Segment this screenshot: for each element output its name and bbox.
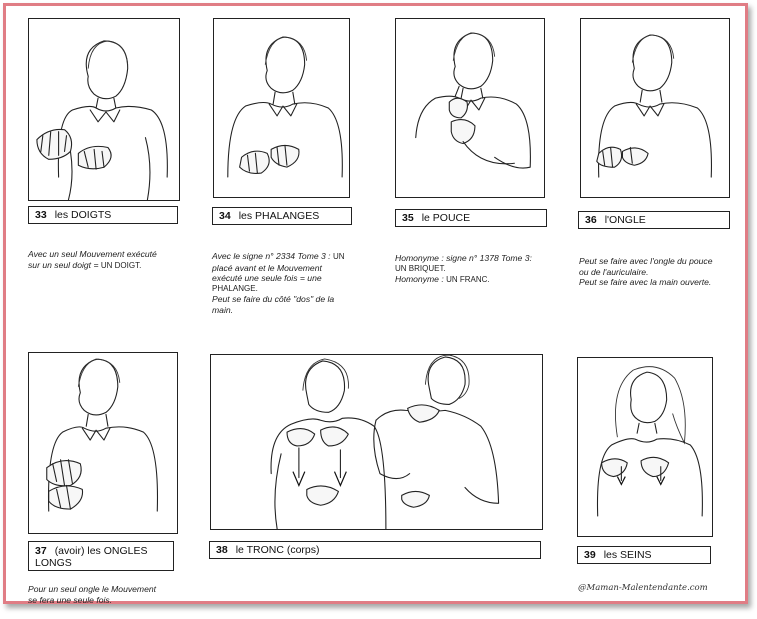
sign-37-illustration: [28, 352, 178, 534]
person-drawing: [214, 19, 349, 197]
sign-title: les PHALANGES: [238, 210, 320, 222]
sign-33-caption: [28, 206, 178, 224]
sign-title: les SEINS: [603, 549, 652, 561]
person-drawing: [396, 19, 544, 197]
description-line: [212, 251, 345, 263]
description-line: se fera une seule fois.: [28, 594, 113, 605]
sign-number: 39: [584, 549, 596, 561]
sign-39-caption: [577, 546, 711, 564]
sign-title-continued: LONGS: [35, 557, 72, 569]
description-line: ou de l'auriculaire.: [579, 266, 649, 277]
person-drawing: [581, 19, 729, 197]
sign-36-caption: [578, 211, 730, 229]
sign-36-description: [579, 256, 713, 288]
sign-number: 35: [402, 212, 414, 224]
sign-35-description: [395, 253, 532, 286]
sign-34-illustration: [213, 18, 350, 198]
description-line: Peut se faire du côté "dos" de la: [212, 294, 335, 305]
sign-39-illustration: [577, 357, 713, 537]
description-line: Homonyme : signe n° 1378 Tome 3:: [395, 253, 532, 263]
sign-37-caption: [28, 541, 174, 571]
sign-number: 33: [35, 209, 47, 221]
person-drawing: [29, 353, 177, 533]
description-term: UN DOIGT.: [100, 260, 142, 270]
description-term: UN: [332, 252, 345, 261]
description-text: sur un seul doigt =: [28, 259, 101, 270]
description-line: PHALANGE.: [212, 283, 258, 293]
description-text: Avec le signe n° 2334 Tome 3 :: [212, 251, 333, 261]
description-line: main.: [212, 304, 234, 315]
sign-number: 38: [216, 544, 228, 556]
sign-35-illustration: [395, 18, 545, 198]
people-drawing: [211, 355, 542, 529]
sign-35-caption: [395, 209, 547, 227]
description-line: Peut se faire avec la main ouverte.: [579, 277, 712, 288]
description-line: [28, 260, 157, 272]
description-line: placé avant et le Mouvement: [212, 262, 322, 273]
description-line: Avec un seul Mouvement exécuté: [28, 249, 157, 259]
sign-title: le TRONC (corps): [235, 544, 320, 556]
description-line: Pour un seul ongle le Mouvement: [28, 584, 157, 594]
sign-number: 34: [219, 210, 231, 222]
description-text: Homonyme :: [395, 274, 447, 285]
person-drawing: [29, 19, 179, 200]
sign-38-illustration: [210, 354, 543, 530]
sign-number: 37: [35, 545, 47, 557]
watermark: @Maman-Malentendante.com: [578, 583, 708, 593]
sign-36-illustration: [580, 18, 730, 198]
sign-34-description: [212, 251, 345, 316]
description-term: UN FRANC.: [446, 275, 490, 285]
sign-number: 36: [585, 214, 597, 226]
description-line: exécuté une seule fois = une: [212, 273, 322, 284]
person-drawing: [578, 358, 712, 536]
sign-33-illustration: [28, 18, 180, 201]
sign-title: le POUCE: [421, 212, 471, 224]
sign-title: les DOIGTS: [54, 209, 112, 221]
description-line: Peut se faire avec l'ongle du pouce: [579, 256, 713, 266]
description-line: UN BRIQUET.: [395, 263, 446, 273]
sign-title: l'ONGLE: [604, 214, 646, 226]
sign-title: (avoir) les ONGLES: [54, 545, 148, 557]
description-line: [395, 274, 532, 286]
sign-38-caption: [209, 541, 541, 559]
sign-33-description: [28, 249, 157, 271]
sign-34-caption: [212, 207, 352, 225]
sign-37-description: [28, 584, 156, 605]
